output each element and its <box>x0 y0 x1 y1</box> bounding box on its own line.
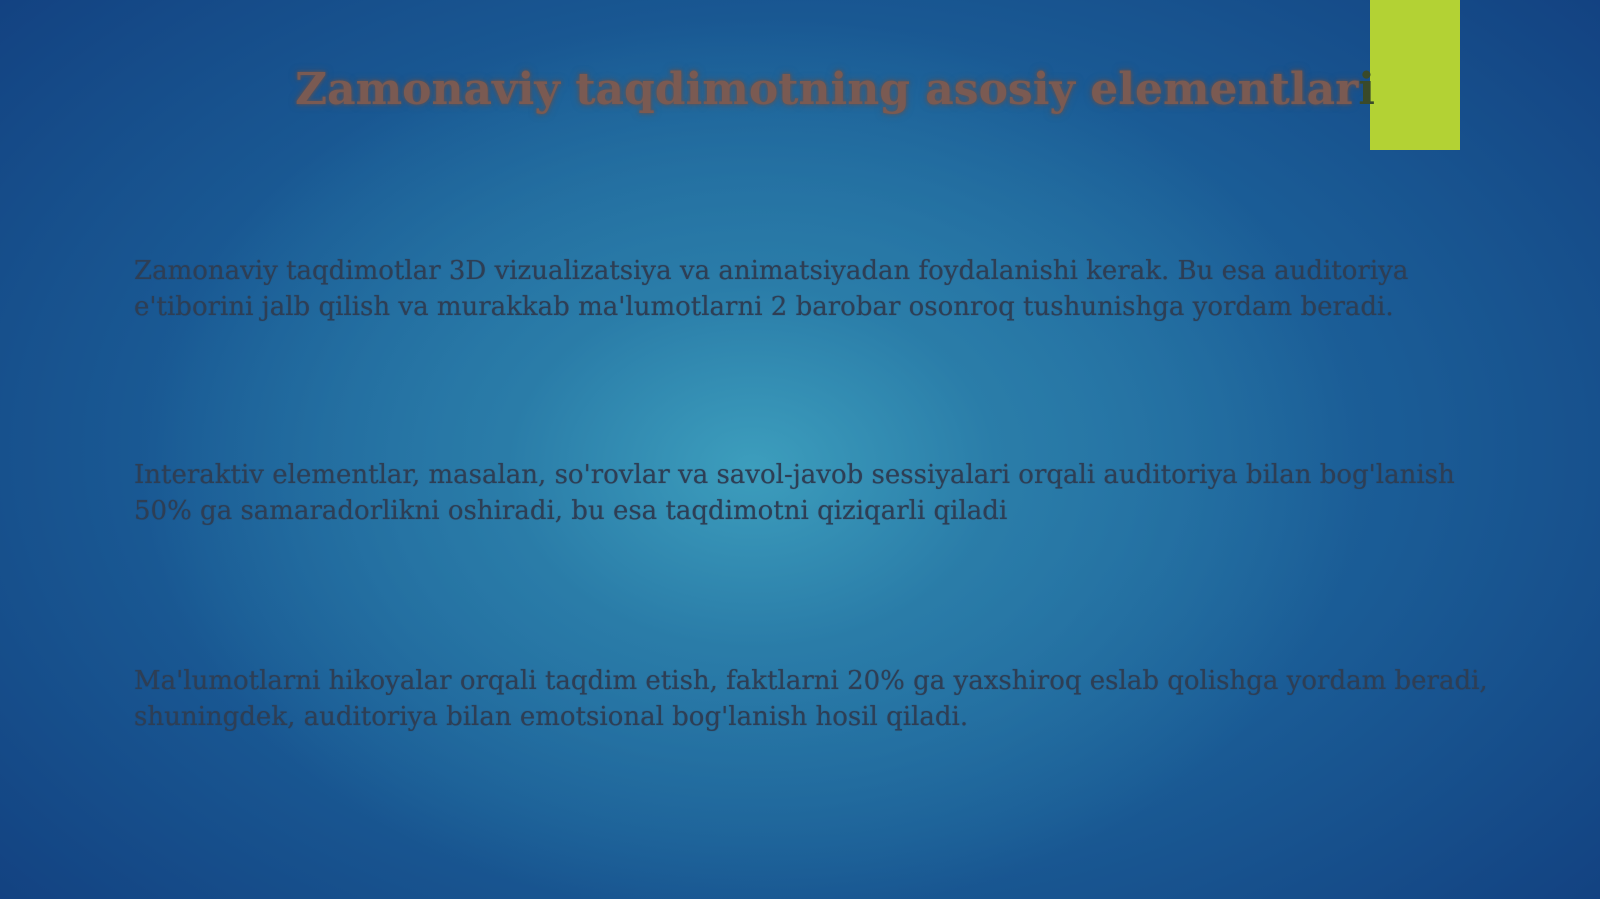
slide-title-last-letter: i <box>1358 64 1375 115</box>
paragraph-3: Ma'lumotlarni hikoyalar orqali taqdim etish, faktlarni 20% ga yaxshiroq eslab qolishga yordam beradi, shuningdek, auditoriya bilan emotsional bog'lanish hosil qiladi. <box>134 666 1488 732</box>
slide-title <box>220 58 1450 122</box>
paragraph-2: Interaktiv elementlar, masalan, so'rovlar va savol-javob sessiyalari orqali auditoriya bilan bog'lanish 50% ga samaradorlikni oshiradi, bu esa taqdimotni qiziqarli qiladi <box>134 460 1455 526</box>
paragraph-1: Zamonaviy taqdimotlar 3D vizualizatsiya va animatsiyadan foydalanishi kerak. Bu esa auditoriya e'tiborini jalb qilish va murakkab ma'lumotlarni 2 barobar osonroq tushunishga yordam beradi. <box>134 256 1409 322</box>
slide-title-main: Zamonaviy taqdimotning asosiy elementlar <box>295 64 1359 115</box>
